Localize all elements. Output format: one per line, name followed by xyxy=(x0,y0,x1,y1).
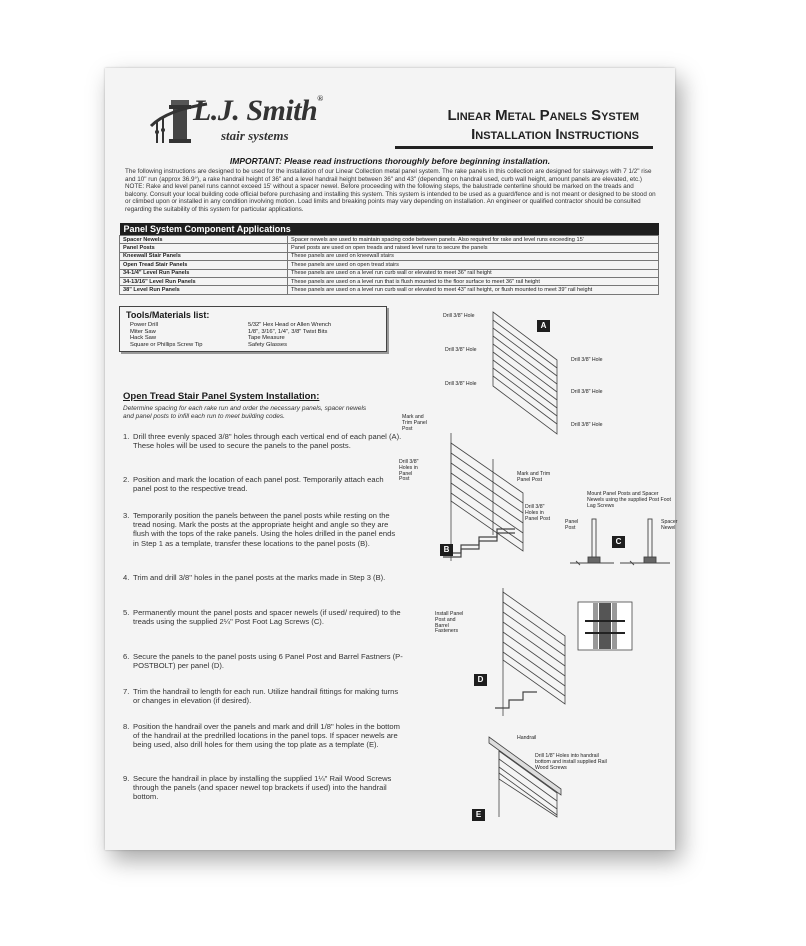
diagram-d-badge: D xyxy=(474,674,487,686)
diagram-b-mark-trim-label: Mark and Trim Panel Post xyxy=(402,414,427,432)
diagram-d-panel-icon xyxy=(485,588,575,718)
step-text: Permanently mount the panel posts and spacer newels (if used/ required) to the treads using the supplied 2¼" Post Foot Lag Screws (C). xyxy=(133,608,401,627)
component-name: 34-13/16" Level Run Panels xyxy=(120,277,288,285)
step-1 xyxy=(123,432,403,450)
step-3 xyxy=(123,511,403,548)
table-row xyxy=(120,277,659,285)
component-desc: Panel posts are used on open treads and raised level runs to secure the panels xyxy=(288,244,659,252)
tool-item: Safety Glasses xyxy=(248,341,287,348)
diagram-e-handrail-label: Handrail xyxy=(517,735,537,741)
component-name: Open Tread Stair Panels xyxy=(120,261,288,269)
diagram-a-badge: A xyxy=(537,320,550,332)
diagram-d-fastener-detail-icon xyxy=(577,601,633,651)
step-7 xyxy=(123,687,403,705)
component-desc: These panels are used on a level run that is flush mounted to the floor surface to meet 36" rail height xyxy=(288,277,659,285)
component-name: 34-1/4" Level Run Panels xyxy=(120,269,288,277)
tool-item: Power Drill xyxy=(130,322,159,328)
step-number: 4. xyxy=(123,573,130,582)
diagram-b-mark-trim-right-label: Mark and Trim Panel Post xyxy=(517,471,551,483)
intro-paragraph: The following instructions are designed to be used for the installation of our Linear Collection metal panel system. The rake panels in this collection are designed for stairways with 7 1/2" rise and 10" run (approx 36.9°), a rake handrail height of 36" and a level handrail height between 36" and 43" (depending on handrail used, curb wall height, amount panels are elevated, etc.) NOTE: Rake and level panel runs cannot exceed 15' without a spacer newel. Before proceeding with the following steps, the balustrade centerline should be marked on the treads and balcony. Consult your local building code official before purchasing and installing this system. This system is intended to be used as a guard/fence and is not meant or designed to be stood on or climbed upon or installed in any condition involving motion. Load limits and breaking points may vary depending on installation. An engineer or qualified contractor should be consulted regarding the suitability of this system for particular applications. xyxy=(125,168,656,213)
diagram-b-stair-icon xyxy=(423,423,563,563)
section-heading: Open Tread Stair Panel System Installation: xyxy=(123,391,320,402)
diagram-c-panel-post-label: Panel Post xyxy=(565,519,579,531)
component-table-heading: Panel System Component Applications xyxy=(120,223,659,236)
diagram-a-drill-label: Drill 3/8" Hole xyxy=(445,381,477,387)
tools-column-2 xyxy=(248,322,331,348)
diagram-b-drill-holes-label: Drill 3/8" Holes in Panel Post xyxy=(399,459,419,483)
step-number: 3. xyxy=(123,511,130,520)
diagram-e-drill-label: Drill 1/8" Holes into handrail bottom and install supplied Rail Wood Screws xyxy=(535,753,607,771)
component-name: Spacer Newels xyxy=(120,236,288,244)
logo-wordmark: L.J. Smith® xyxy=(193,94,323,127)
step-text: Secure the panels to the panel posts using 6 Panel Post and Barrel Fastners (P-POSTBOLT) per panel (D). xyxy=(133,652,403,671)
diagram-a-drill-label: Drill 3/8" Hole xyxy=(571,357,603,363)
title-line-2: Installation Instructions xyxy=(471,126,639,143)
step-text: Drill three evenly spaced 3/8" holes through each vertical end of each panel (A). These holes will be used to secure the panels to the panel posts. xyxy=(133,432,402,451)
component-desc: These panels are used on open tread stairs xyxy=(288,261,659,269)
tool-item: 5/32" Hex Head or Allen Wrench xyxy=(248,322,332,328)
diagram-a-panel-icon xyxy=(485,308,565,438)
table-row xyxy=(120,261,659,269)
diagram-b-drill-holes-right-label: Drill 3/8" Holes in Panel Post xyxy=(525,504,551,522)
tool-item: Hack Saw xyxy=(130,335,157,342)
table-row xyxy=(120,244,659,252)
title-rule xyxy=(395,146,653,149)
title-line-1: Linear Metal Panels System xyxy=(447,107,639,124)
step-number: 6. xyxy=(123,652,130,661)
step-text: Secure the handrail in place by installing the supplied 1¼" Rail Wood Screws through the panels (and spacer newel top brackets if used) into the handrail bottom. xyxy=(133,774,392,802)
important-notice: IMPORTANT: Please read instructions thoroughly before beginning installation. xyxy=(229,156,551,166)
step-text: Trim and drill 3/8" holes in the panel posts at the marks made in Step 3 (B). xyxy=(133,573,386,582)
diagram-a-drill-label: Drill 3/8" Hole xyxy=(445,347,477,353)
step-5 xyxy=(123,608,403,626)
diagram-c-badge: C xyxy=(612,536,625,548)
tools-materials-box xyxy=(119,306,387,352)
step-text: Position and mark the location of each panel post. Temporarily attach each panel post to the respective tread. xyxy=(133,475,384,494)
step-6 xyxy=(123,652,403,670)
diagram-a-drill-label: Drill 3/8" Hole xyxy=(443,313,475,319)
step-2 xyxy=(123,475,403,493)
tool-item: Square or Phillips Screw Tip xyxy=(130,341,203,348)
step-number: 7. xyxy=(123,687,130,696)
diagram-e-badge: E xyxy=(472,809,485,821)
component-name: Panel Posts xyxy=(120,244,288,252)
component-table xyxy=(119,223,659,295)
diagram-d-install-label: Install Panel Post and Barrel Fasteners xyxy=(435,611,464,635)
component-desc: These panels are used on kneewall stairs xyxy=(288,252,659,260)
step-number: 2. xyxy=(123,475,130,484)
step-9 xyxy=(123,774,403,802)
table-row xyxy=(120,269,659,277)
diagram-a-drill-label: Drill 3/8" Hole xyxy=(571,422,603,428)
page-title xyxy=(448,106,639,144)
step-number: 1. xyxy=(123,432,130,441)
tool-item: 1/8", 3/16", 1/4", 3/8" Twist Bits xyxy=(248,328,328,335)
step-text: Temporarily position the panels between the panel posts while resting on the tread nosing. Mark the posts at the appropriate height and angle so they are flush with the tops of the rake panels. Using the holes drilled in the panel ends in Step 1 as a template, transfer these locations to the panel posts (B). xyxy=(133,511,396,548)
component-desc: Spacer newels are used to maintain spacing code between panels. Also required for rake and level runs exceeding 15' xyxy=(288,236,659,244)
tool-item: Miter Saw xyxy=(130,328,156,335)
component-name: 38" Level Run Panels xyxy=(120,286,288,294)
step-8 xyxy=(123,722,403,750)
tools-column-1 xyxy=(130,322,203,348)
step-number: 9. xyxy=(123,774,130,783)
section-subtitle: Determine spacing for each rake run and order the necessary panels, spacer newels and panel posts to infill each run to meet building codes. xyxy=(123,405,367,420)
table-row xyxy=(120,236,659,244)
component-desc: These panels are used on a level run curb wall or elevated to meet 43" rail height, or flush mounted to meet 39" rail height xyxy=(288,286,659,294)
logo-subtitle: stair systems xyxy=(221,128,289,143)
diagram-b-badge: B xyxy=(440,544,453,556)
table-row xyxy=(120,286,659,294)
step-text: Trim the handrail to length for each run. Utilize handrail fittings for making turns or changes in elevation (if desired). xyxy=(133,687,399,706)
component-name: Kneewall Stair Panels xyxy=(120,252,288,260)
diagram-a-drill-label: Drill 3/8" Hole xyxy=(571,389,603,395)
step-number: 8. xyxy=(123,722,130,731)
diagram-c-mount-label: Mount Panel Posts and Spacer Newels using the supplied Post Foot Lag Screws xyxy=(587,491,671,509)
step-text: Position the handrail over the panels and mark and drill 1/8" holes in the bottom of the handrail at the predrilled locations in the panel tops. If spacer newels are being used, also drill holes for them using the top plate as a template (E). xyxy=(133,722,400,750)
diagram-e-handrail-icon xyxy=(485,733,565,819)
table-row xyxy=(120,252,659,260)
diagram-c-spacer-newel-label: Spacer Newel xyxy=(661,519,678,531)
instruction-sheet xyxy=(105,68,678,850)
step-4 xyxy=(123,573,403,582)
tool-item: Tape Measure xyxy=(248,335,285,342)
component-desc: These panels are used on a level run curb wall or elevated to meet 36" rail height xyxy=(288,269,659,277)
tools-heading: Tools/Materials list: xyxy=(126,310,210,320)
step-number: 5. xyxy=(123,608,130,617)
